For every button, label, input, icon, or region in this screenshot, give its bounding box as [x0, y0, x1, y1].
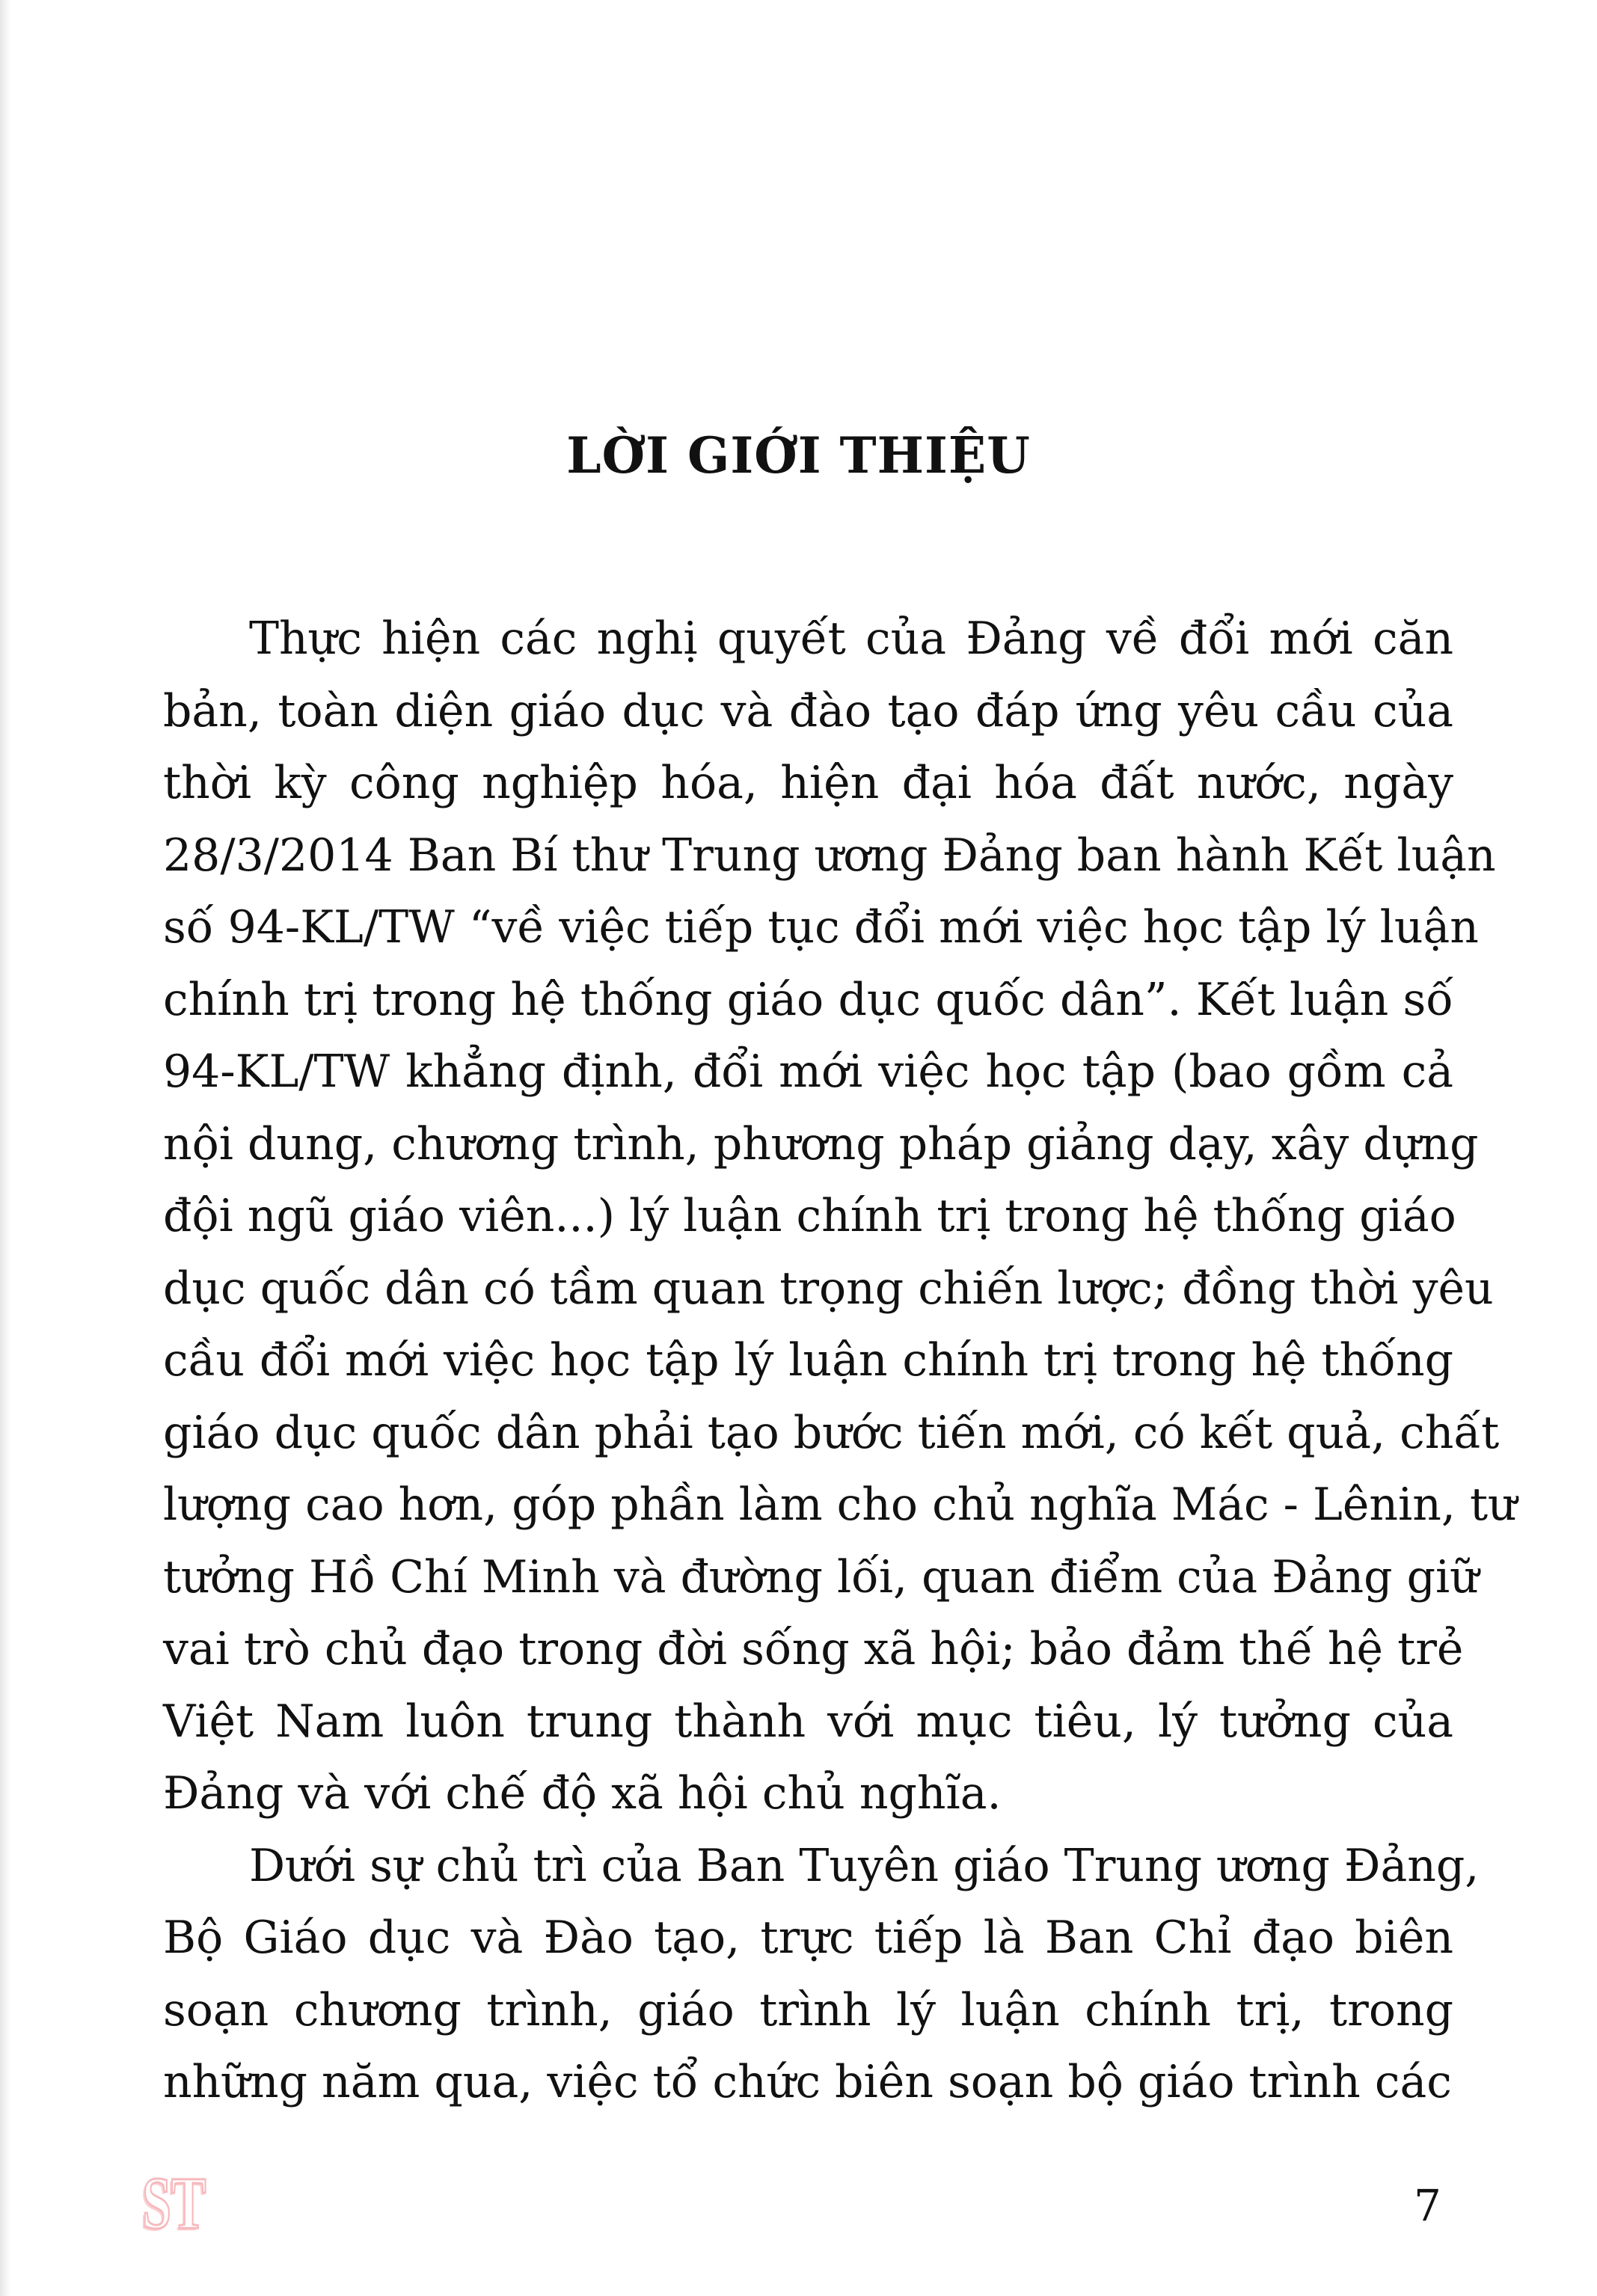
text-line: soạn chương trình, giáo trình lý luận chính trị, trong	[163, 1983, 1453, 2036]
text-line: thời kỳ công nghiệp hóa, hiện đại hóa đất nước, ngày	[163, 757, 1453, 809]
text-line: vai trò chủ đạo trong đời sống xã hội; bảo đảm thế hệ trẻ	[163, 1623, 1464, 1675]
text-line: số 94-KL/TW “về việc tiếp tục đổi mới việc học tập lý luận	[163, 901, 1479, 954]
text-line: Dưới sự chủ trì của Ban Tuyên giáo Trung ương Đảng,	[249, 1839, 1480, 1892]
text-line: Việt Nam luôn trung thành với mục tiêu, lý tưởng của	[163, 1695, 1453, 1748]
text-line: 94-KL/TW khẳng định, đổi mới việc học tập (bao gồm cả	[163, 1046, 1453, 1098]
body-text	[163, 603, 1517, 2119]
page-edge-shadow	[0, 0, 10, 2296]
text-line: chính trị trong hệ thống giáo dục quốc dân”. Kết luận số	[163, 973, 1453, 1026]
text-line: Đảng và với chế độ xã hội chủ nghĩa.	[163, 1767, 1002, 1820]
text-line: những năm qua, việc tổ chức biên soạn bộ giáo trình các	[163, 2056, 1452, 2108]
publisher-logo-watermark: ST	[142, 2161, 206, 2244]
chapter-title: LỜI GIỚI THIỆU	[566, 426, 1031, 485]
text-line: cầu đổi mới việc học tập lý luận chính trị trong hệ thống	[163, 1334, 1453, 1387]
text-line: lượng cao hơn, góp phần làm cho chủ nghĩa Mác - Lênin, tư	[163, 1479, 1517, 1531]
text-line: Bộ Giáo dục và Đào tạo, trực tiếp là Ban Chỉ đạo biên	[163, 1912, 1453, 1964]
text-line: 28/3/2014 Ban Bí thư Trung ương Đảng ban hành Kết luận	[163, 829, 1496, 882]
page-number: 7	[1414, 2180, 1441, 2231]
text-line: bản, toàn diện giáo dục và đào tạo đáp ứng yêu cầu của	[163, 684, 1453, 737]
text-line: tưởng Hồ Chí Minh và đường lối, quan điểm của Đảng giữ	[163, 1550, 1479, 1603]
text-line: dục quốc dân có tầm quan trọng chiến lược; đồng thời yêu	[163, 1262, 1494, 1315]
text-line: nội dung, chương trình, phương pháp giảng dạy, xây dựng	[163, 1117, 1479, 1170]
text-line: Thực hiện các nghị quyết của Đảng về đổi mới căn	[249, 613, 1453, 665]
text-line: đội ngũ giáo viên...) lý luận chính trị trong hệ thống giáo	[163, 1190, 1456, 1242]
text-line: giáo dục quốc dân phải tạo bước tiến mới, có kết quả, chất	[163, 1406, 1500, 1459]
